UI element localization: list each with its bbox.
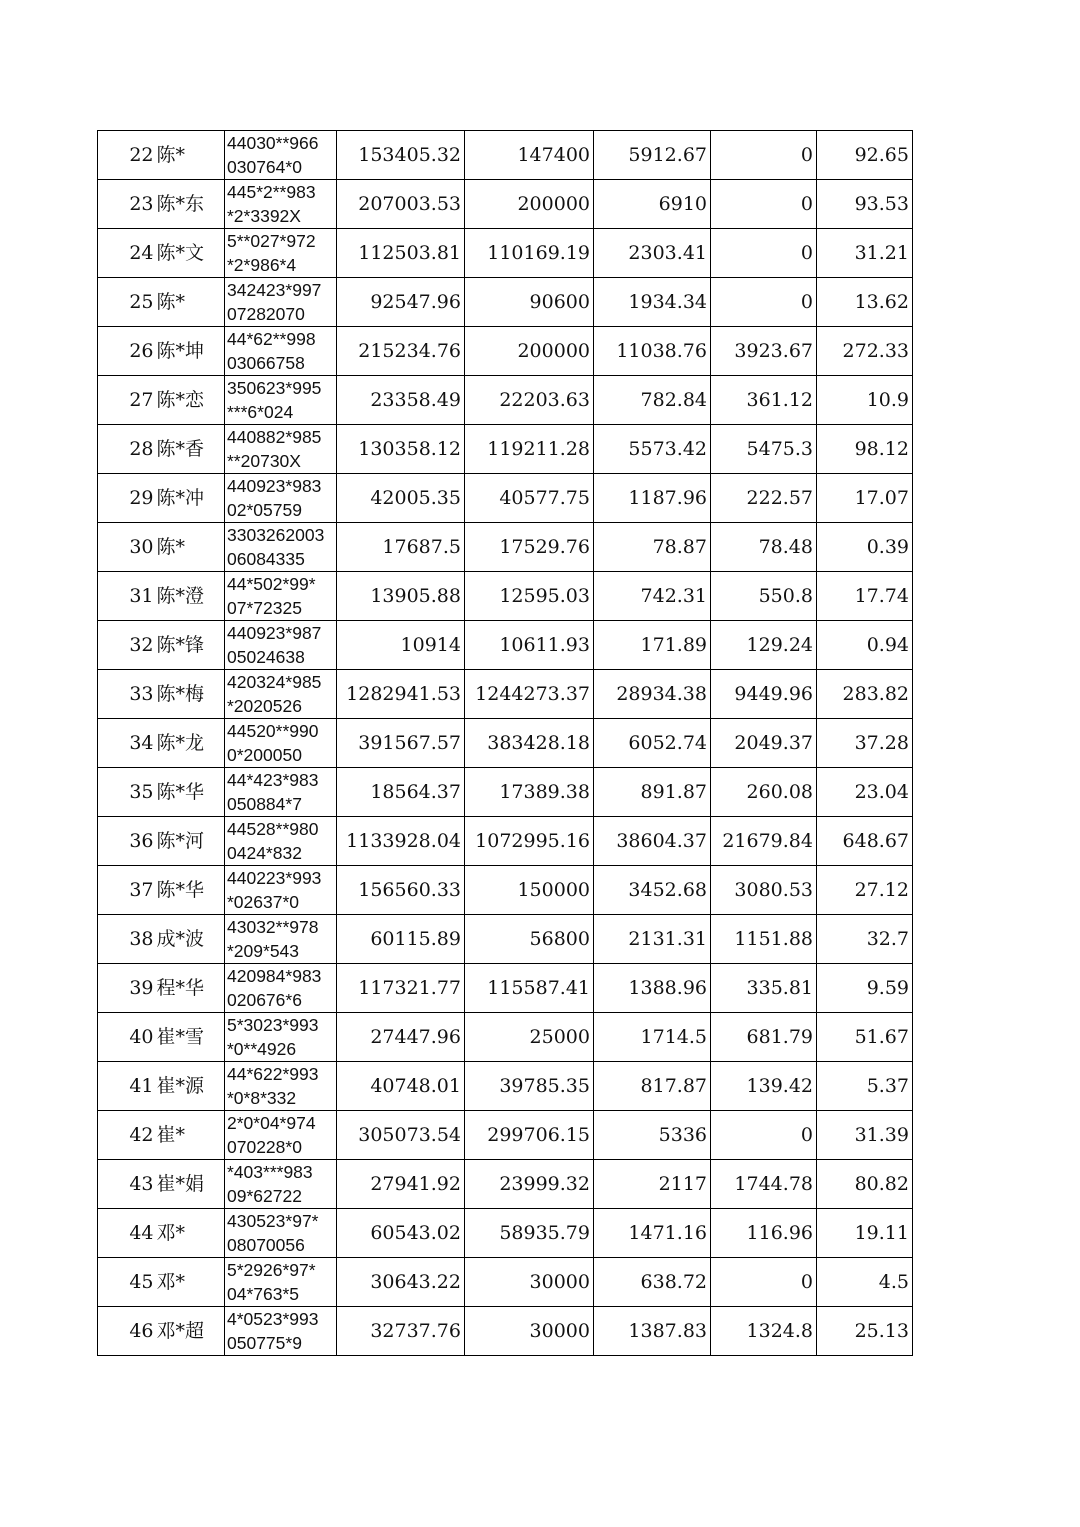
amount-total-cell: 13905.88 xyxy=(337,572,465,621)
id-number-cell xyxy=(225,670,337,719)
id-number-cell xyxy=(225,523,337,572)
id-number-cell xyxy=(225,229,337,278)
amount-principal-cell: 39785.35 xyxy=(465,1062,594,1111)
row-index-cell: 23 xyxy=(98,180,155,229)
amount-other-cell: 4.5 xyxy=(817,1258,913,1307)
amount-other-cell: 10.9 xyxy=(817,376,913,425)
amount-total-cell: 305073.54 xyxy=(337,1111,465,1160)
table-row xyxy=(98,719,913,768)
row-index-cell: 44 xyxy=(98,1209,155,1258)
id-number-line2: *2*3392X xyxy=(227,206,301,226)
id-number-line1: 2*0*04*974 xyxy=(227,1113,316,1133)
id-number-line2: 050775*9 xyxy=(227,1333,302,1353)
amount-other-cell: 51.67 xyxy=(817,1013,913,1062)
amount-paid-cell: 0 xyxy=(711,1111,817,1160)
amount-paid-cell: 1744.78 xyxy=(711,1160,817,1209)
row-index-cell: 32 xyxy=(98,621,155,670)
id-number-line1: 44*62**998 xyxy=(227,329,316,349)
amount-principal-cell: 10611.93 xyxy=(465,621,594,670)
amount-total-cell: 1282941.53 xyxy=(337,670,465,719)
id-number-cell xyxy=(225,1111,337,1160)
row-index-cell: 30 xyxy=(98,523,155,572)
amount-other-cell: 31.21 xyxy=(817,229,913,278)
amount-paid-cell: 5475.3 xyxy=(711,425,817,474)
amount-interest-cell: 817.87 xyxy=(594,1062,711,1111)
id-number-cell xyxy=(225,425,337,474)
id-number-line1: 44528**980 xyxy=(227,819,319,839)
id-number-cell xyxy=(225,1307,337,1356)
amount-other-cell: 0.39 xyxy=(817,523,913,572)
id-number-line2: 06084335 xyxy=(227,549,305,569)
id-number-line2: 0424*832 xyxy=(227,843,302,863)
table-row xyxy=(98,1013,913,1062)
amount-interest-cell: 11038.76 xyxy=(594,327,711,376)
amount-other-cell: 23.04 xyxy=(817,768,913,817)
amount-principal-cell: 25000 xyxy=(465,1013,594,1062)
amount-interest-cell: 1387.83 xyxy=(594,1307,711,1356)
table-row xyxy=(98,1258,913,1307)
table-row xyxy=(98,425,913,474)
amount-principal-cell: 200000 xyxy=(465,327,594,376)
amount-principal-cell: 17529.76 xyxy=(465,523,594,572)
table-row xyxy=(98,817,913,866)
person-name-cell: 陈*澄 xyxy=(155,572,225,621)
table-row xyxy=(98,670,913,719)
id-number-cell xyxy=(225,768,337,817)
data-table xyxy=(97,130,913,1356)
id-number-line1: 5*2926*97* xyxy=(227,1260,316,1280)
row-index-cell: 35 xyxy=(98,768,155,817)
id-number-cell xyxy=(225,621,337,670)
id-number-cell xyxy=(225,1013,337,1062)
amount-total-cell: 32737.76 xyxy=(337,1307,465,1356)
row-index-cell: 29 xyxy=(98,474,155,523)
table-row xyxy=(98,621,913,670)
table-row xyxy=(98,523,913,572)
row-index-cell: 28 xyxy=(98,425,155,474)
table-body xyxy=(98,131,913,1356)
amount-other-cell: 648.67 xyxy=(817,817,913,866)
id-number-line1: 44*423*983 xyxy=(227,770,319,790)
person-name-cell: 陈* xyxy=(155,131,225,180)
amount-other-cell: 98.12 xyxy=(817,425,913,474)
amount-principal-cell: 30000 xyxy=(465,1307,594,1356)
amount-principal-cell: 58935.79 xyxy=(465,1209,594,1258)
id-number-line2: 05024638 xyxy=(227,647,305,667)
person-name-cell: 邓* xyxy=(155,1209,225,1258)
amount-principal-cell: 12595.03 xyxy=(465,572,594,621)
id-number-line1: *403***983 xyxy=(227,1162,313,1182)
table-row xyxy=(98,1209,913,1258)
id-number-cell xyxy=(225,1062,337,1111)
amount-interest-cell: 1714.5 xyxy=(594,1013,711,1062)
amount-interest-cell: 638.72 xyxy=(594,1258,711,1307)
amount-paid-cell: 335.81 xyxy=(711,964,817,1013)
id-number-line2: 070228*0 xyxy=(227,1137,302,1157)
amount-total-cell: 156560.33 xyxy=(337,866,465,915)
id-number-line2: ***6*024 xyxy=(227,402,294,422)
id-number-line2: *0*8*332 xyxy=(227,1088,297,1108)
id-number-line2: 0*200050 xyxy=(227,745,302,765)
id-number-cell xyxy=(225,1209,337,1258)
id-number-line1: 440923*983 xyxy=(227,476,322,496)
amount-paid-cell: 1324.8 xyxy=(711,1307,817,1356)
id-number-line1: 440223*993 xyxy=(227,868,322,888)
amount-interest-cell: 2117 xyxy=(594,1160,711,1209)
table-row xyxy=(98,1307,913,1356)
amount-paid-cell: 0 xyxy=(711,180,817,229)
amount-interest-cell: 1187.96 xyxy=(594,474,711,523)
amount-interest-cell: 78.87 xyxy=(594,523,711,572)
person-name-cell: 崔*雪 xyxy=(155,1013,225,1062)
amount-interest-cell: 1388.96 xyxy=(594,964,711,1013)
id-number-cell xyxy=(225,817,337,866)
amount-paid-cell: 3080.53 xyxy=(711,866,817,915)
amount-total-cell: 1133928.04 xyxy=(337,817,465,866)
id-number-line2: **20730X xyxy=(227,451,301,471)
amount-other-cell: 272.33 xyxy=(817,327,913,376)
amount-paid-cell: 260.08 xyxy=(711,768,817,817)
amount-other-cell: 5.37 xyxy=(817,1062,913,1111)
amount-total-cell: 112503.81 xyxy=(337,229,465,278)
id-number-line1: 44520**990 xyxy=(227,721,319,741)
person-name-cell: 陈*锋 xyxy=(155,621,225,670)
amount-total-cell: 17687.5 xyxy=(337,523,465,572)
table-row xyxy=(98,915,913,964)
amount-total-cell: 27941.92 xyxy=(337,1160,465,1209)
person-name-cell: 陈*龙 xyxy=(155,719,225,768)
person-name-cell: 陈*恋 xyxy=(155,376,225,425)
amount-principal-cell: 150000 xyxy=(465,866,594,915)
row-index-cell: 38 xyxy=(98,915,155,964)
row-index-cell: 43 xyxy=(98,1160,155,1209)
row-index-cell: 34 xyxy=(98,719,155,768)
table-row xyxy=(98,278,913,327)
amount-interest-cell: 5573.42 xyxy=(594,425,711,474)
id-number-line1: 420984*983 xyxy=(227,966,322,986)
id-number-line1: 342423*997 xyxy=(227,280,322,300)
person-name-cell: 陈*东 xyxy=(155,180,225,229)
amount-paid-cell: 681.79 xyxy=(711,1013,817,1062)
amount-total-cell: 92547.96 xyxy=(337,278,465,327)
amount-paid-cell: 116.96 xyxy=(711,1209,817,1258)
amount-paid-cell: 0 xyxy=(711,1258,817,1307)
id-number-cell xyxy=(225,719,337,768)
id-number-line2: 07*72325 xyxy=(227,598,302,618)
row-index-cell: 46 xyxy=(98,1307,155,1356)
table-row xyxy=(98,866,913,915)
amount-total-cell: 27447.96 xyxy=(337,1013,465,1062)
amount-paid-cell: 139.42 xyxy=(711,1062,817,1111)
person-name-cell: 邓*超 xyxy=(155,1307,225,1356)
row-index-cell: 31 xyxy=(98,572,155,621)
amount-interest-cell: 2303.41 xyxy=(594,229,711,278)
amount-other-cell: 13.62 xyxy=(817,278,913,327)
row-index-cell: 24 xyxy=(98,229,155,278)
amount-other-cell: 37.28 xyxy=(817,719,913,768)
amount-other-cell: 9.59 xyxy=(817,964,913,1013)
id-number-line2: *2020526 xyxy=(227,696,302,716)
person-name-cell: 陈*坤 xyxy=(155,327,225,376)
id-number-line2: 07282070 xyxy=(227,304,305,324)
amount-other-cell: 17.74 xyxy=(817,572,913,621)
amount-principal-cell: 200000 xyxy=(465,180,594,229)
amount-interest-cell: 6052.74 xyxy=(594,719,711,768)
id-number-line1: 43032**978 xyxy=(227,917,319,937)
id-number-cell xyxy=(225,1160,337,1209)
row-index-cell: 41 xyxy=(98,1062,155,1111)
person-name-cell: 程*华 xyxy=(155,964,225,1013)
id-number-line1: 440923*987 xyxy=(227,623,322,643)
amount-principal-cell: 22203.63 xyxy=(465,376,594,425)
amount-interest-cell: 171.89 xyxy=(594,621,711,670)
amount-interest-cell: 5336 xyxy=(594,1111,711,1160)
amount-paid-cell: 9449.96 xyxy=(711,670,817,719)
row-index-cell: 26 xyxy=(98,327,155,376)
amount-total-cell: 60543.02 xyxy=(337,1209,465,1258)
row-index-cell: 36 xyxy=(98,817,155,866)
person-name-cell: 崔* xyxy=(155,1111,225,1160)
table-row xyxy=(98,180,913,229)
person-name-cell: 陈* xyxy=(155,278,225,327)
amount-principal-cell: 119211.28 xyxy=(465,425,594,474)
person-name-cell: 陈* xyxy=(155,523,225,572)
amount-interest-cell: 28934.38 xyxy=(594,670,711,719)
amount-paid-cell: 3923.67 xyxy=(711,327,817,376)
row-index-cell: 33 xyxy=(98,670,155,719)
table-row xyxy=(98,572,913,621)
amount-total-cell: 23358.49 xyxy=(337,376,465,425)
person-name-cell: 陈*华 xyxy=(155,866,225,915)
row-index-cell: 39 xyxy=(98,964,155,1013)
amount-paid-cell: 361.12 xyxy=(711,376,817,425)
amount-principal-cell: 147400 xyxy=(465,131,594,180)
table-row xyxy=(98,964,913,1013)
amount-paid-cell: 21679.84 xyxy=(711,817,817,866)
amount-interest-cell: 38604.37 xyxy=(594,817,711,866)
amount-interest-cell: 2131.31 xyxy=(594,915,711,964)
id-number-line2: 02*05759 xyxy=(227,500,302,520)
amount-paid-cell: 0 xyxy=(711,278,817,327)
amount-interest-cell: 5912.67 xyxy=(594,131,711,180)
amount-other-cell: 93.53 xyxy=(817,180,913,229)
person-name-cell: 崔*源 xyxy=(155,1062,225,1111)
id-number-cell xyxy=(225,327,337,376)
table-row xyxy=(98,1111,913,1160)
amount-total-cell: 130358.12 xyxy=(337,425,465,474)
table-row xyxy=(98,1062,913,1111)
table-row xyxy=(98,1160,913,1209)
amount-total-cell: 117321.77 xyxy=(337,964,465,1013)
amount-total-cell: 153405.32 xyxy=(337,131,465,180)
amount-interest-cell: 3452.68 xyxy=(594,866,711,915)
row-index-cell: 42 xyxy=(98,1111,155,1160)
amount-principal-cell: 299706.15 xyxy=(465,1111,594,1160)
amount-other-cell: 27.12 xyxy=(817,866,913,915)
id-number-cell xyxy=(225,474,337,523)
person-name-cell: 崔*娟 xyxy=(155,1160,225,1209)
id-number-line1: 3303262003 xyxy=(227,525,325,545)
amount-paid-cell: 1151.88 xyxy=(711,915,817,964)
person-name-cell: 陈*梅 xyxy=(155,670,225,719)
id-number-line1: 420324*985 xyxy=(227,672,322,692)
id-number-line1: 445*2**983 xyxy=(227,182,316,202)
id-number-line2: 09*62722 xyxy=(227,1186,302,1206)
id-number-line1: 4*0523*993 xyxy=(227,1309,319,1329)
person-name-cell: 陈*文 xyxy=(155,229,225,278)
amount-principal-cell: 56800 xyxy=(465,915,594,964)
amount-total-cell: 215234.76 xyxy=(337,327,465,376)
amount-other-cell: 32.7 xyxy=(817,915,913,964)
id-number-line2: 04*763*5 xyxy=(227,1284,300,1304)
id-number-cell xyxy=(225,376,337,425)
person-name-cell: 邓* xyxy=(155,1258,225,1307)
row-index-cell: 40 xyxy=(98,1013,155,1062)
table-row xyxy=(98,376,913,425)
amount-total-cell: 207003.53 xyxy=(337,180,465,229)
amount-total-cell: 42005.35 xyxy=(337,474,465,523)
id-number-line2: 08070056 xyxy=(227,1235,305,1255)
id-number-cell xyxy=(225,131,337,180)
id-number-line2: *209*543 xyxy=(227,941,300,961)
amount-other-cell: 283.82 xyxy=(817,670,913,719)
amount-principal-cell: 30000 xyxy=(465,1258,594,1307)
table-row xyxy=(98,474,913,523)
amount-total-cell: 10914 xyxy=(337,621,465,670)
row-index-cell: 37 xyxy=(98,866,155,915)
amount-paid-cell: 0 xyxy=(711,229,817,278)
amount-interest-cell: 6910 xyxy=(594,180,711,229)
id-number-line2: 030764*0 xyxy=(227,157,302,177)
id-number-line2: 050884*7 xyxy=(227,794,302,814)
person-name-cell: 陈*香 xyxy=(155,425,225,474)
amount-total-cell: 40748.01 xyxy=(337,1062,465,1111)
person-name-cell: 成*波 xyxy=(155,915,225,964)
amount-principal-cell: 23999.32 xyxy=(465,1160,594,1209)
id-number-line2: 03066758 xyxy=(227,353,305,373)
amount-other-cell: 80.82 xyxy=(817,1160,913,1209)
id-number-line1: 5**027*972 xyxy=(227,231,316,251)
amount-interest-cell: 891.87 xyxy=(594,768,711,817)
amount-total-cell: 30643.22 xyxy=(337,1258,465,1307)
id-number-line2: *2*986*4 xyxy=(227,255,297,275)
amount-other-cell: 17.07 xyxy=(817,474,913,523)
id-number-line2: *0**4926 xyxy=(227,1039,297,1059)
id-number-cell xyxy=(225,572,337,621)
id-number-line2: *02637*0 xyxy=(227,892,300,912)
amount-total-cell: 18564.37 xyxy=(337,768,465,817)
id-number-line1: 44030**966 xyxy=(227,133,319,153)
id-number-cell xyxy=(225,915,337,964)
amount-total-cell: 60115.89 xyxy=(337,915,465,964)
amount-other-cell: 31.39 xyxy=(817,1111,913,1160)
person-name-cell: 陈*华 xyxy=(155,768,225,817)
amount-interest-cell: 1471.16 xyxy=(594,1209,711,1258)
row-index-cell: 25 xyxy=(98,278,155,327)
amount-other-cell: 0.94 xyxy=(817,621,913,670)
amount-principal-cell: 1072995.16 xyxy=(465,817,594,866)
id-number-line1: 440882*985 xyxy=(227,427,322,447)
amount-interest-cell: 742.31 xyxy=(594,572,711,621)
person-name-cell: 陈*河 xyxy=(155,817,225,866)
id-number-line1: 350623*995 xyxy=(227,378,322,398)
amount-principal-cell: 40577.75 xyxy=(465,474,594,523)
amount-paid-cell: 0 xyxy=(711,131,817,180)
id-number-cell xyxy=(225,1258,337,1307)
amount-paid-cell: 78.48 xyxy=(711,523,817,572)
amount-other-cell: 92.65 xyxy=(817,131,913,180)
person-name-cell: 陈*冲 xyxy=(155,474,225,523)
id-number-line2: 020676*6 xyxy=(227,990,302,1010)
amount-paid-cell: 550.8 xyxy=(711,572,817,621)
id-number-line1: 44*502*99* xyxy=(227,574,316,594)
amount-principal-cell: 383428.18 xyxy=(465,719,594,768)
table-row xyxy=(98,327,913,376)
id-number-cell xyxy=(225,278,337,327)
id-number-cell xyxy=(225,866,337,915)
row-index-cell: 45 xyxy=(98,1258,155,1307)
amount-interest-cell: 782.84 xyxy=(594,376,711,425)
amount-paid-cell: 2049.37 xyxy=(711,719,817,768)
amount-principal-cell: 115587.41 xyxy=(465,964,594,1013)
amount-principal-cell: 90600 xyxy=(465,278,594,327)
id-number-line1: 44*622*993 xyxy=(227,1064,319,1084)
amount-principal-cell: 1244273.37 xyxy=(465,670,594,719)
id-number-cell xyxy=(225,964,337,1013)
amount-paid-cell: 129.24 xyxy=(711,621,817,670)
row-index-cell: 22 xyxy=(98,131,155,180)
amount-paid-cell: 222.57 xyxy=(711,474,817,523)
amount-interest-cell: 1934.34 xyxy=(594,278,711,327)
amount-principal-cell: 110169.19 xyxy=(465,229,594,278)
id-number-line1: 5*3023*993 xyxy=(227,1015,319,1035)
id-number-line1: 430523*97* xyxy=(227,1211,319,1231)
amount-other-cell: 25.13 xyxy=(817,1307,913,1356)
amount-other-cell: 19.11 xyxy=(817,1209,913,1258)
table-row xyxy=(98,229,913,278)
amount-total-cell: 391567.57 xyxy=(337,719,465,768)
row-index-cell: 27 xyxy=(98,376,155,425)
id-number-cell xyxy=(225,180,337,229)
table-row xyxy=(98,768,913,817)
table-row xyxy=(98,131,913,180)
amount-principal-cell: 17389.38 xyxy=(465,768,594,817)
